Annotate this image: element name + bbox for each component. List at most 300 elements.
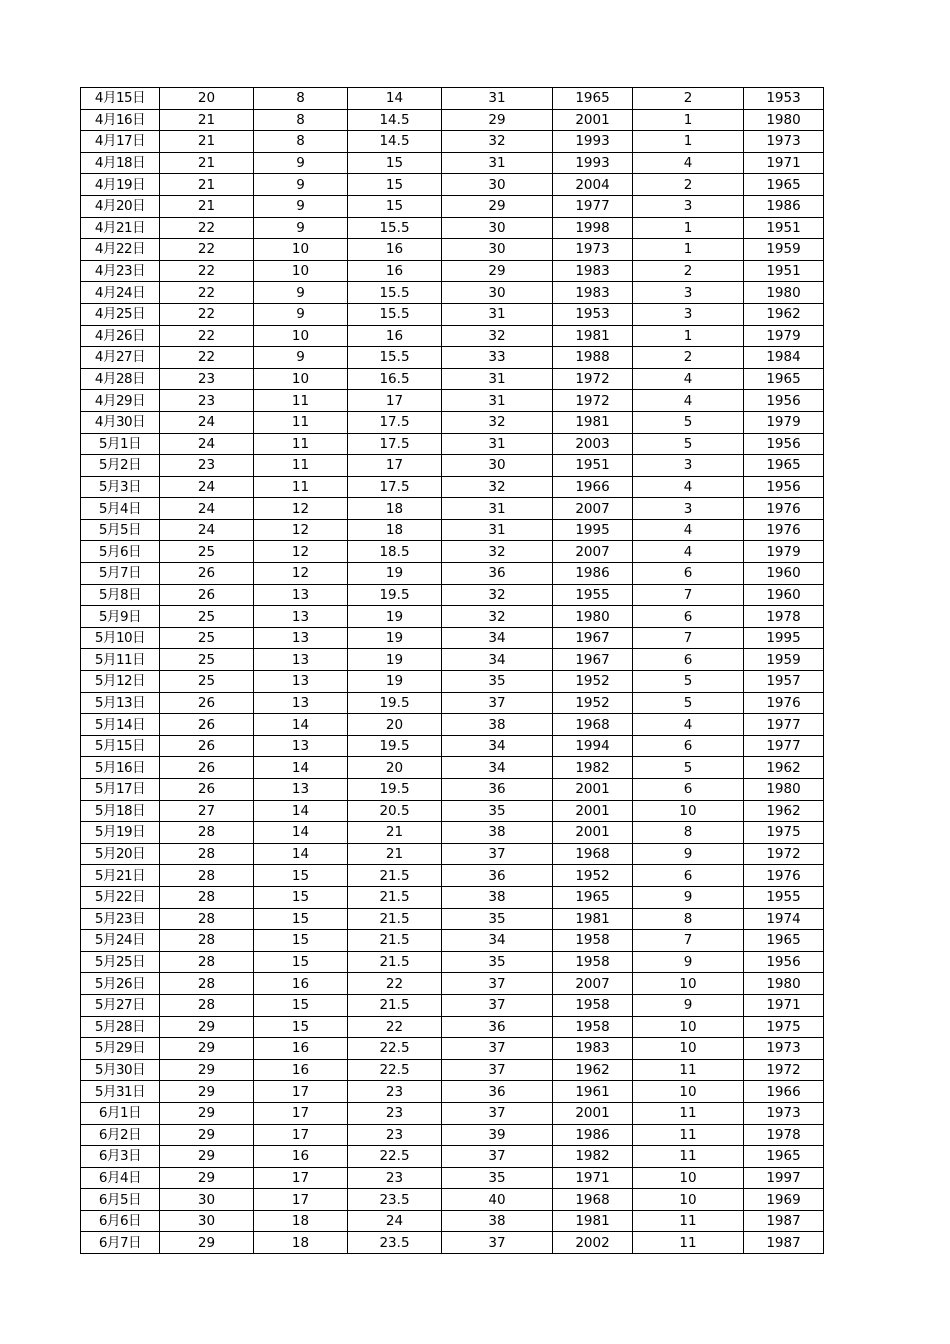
col2-cell: 29 xyxy=(160,1038,254,1060)
col8-cell: 1965 xyxy=(744,930,824,952)
date-cell: 5月5日 xyxy=(81,519,160,541)
col5-cell: 31 xyxy=(442,88,553,110)
col6-cell: 1972 xyxy=(553,390,633,412)
col5-cell: 36 xyxy=(442,1016,553,1038)
col6-cell: 1961 xyxy=(553,1081,633,1103)
col2-cell: 21 xyxy=(160,109,254,131)
col4-cell: 22.5 xyxy=(348,1146,442,1168)
col6-cell: 1962 xyxy=(553,1059,633,1081)
col8-cell: 1978 xyxy=(744,606,824,628)
col6-cell: 1953 xyxy=(553,303,633,325)
col7-cell: 4 xyxy=(633,541,744,563)
date-cell: 6月4日 xyxy=(81,1167,160,1189)
col2-cell: 28 xyxy=(160,951,254,973)
table-row xyxy=(81,195,824,217)
col6-cell: 1968 xyxy=(553,714,633,736)
table-row xyxy=(81,433,824,455)
table-row xyxy=(81,1059,824,1081)
col5-cell: 40 xyxy=(442,1189,553,1211)
date-cell: 4月15日 xyxy=(81,88,160,110)
table-row xyxy=(81,1102,824,1124)
col7-cell: 5 xyxy=(633,692,744,714)
col6-cell: 1981 xyxy=(553,411,633,433)
col7-cell: 3 xyxy=(633,498,744,520)
col2-cell: 21 xyxy=(160,174,254,196)
col3-cell: 13 xyxy=(254,606,348,628)
col8-cell: 1987 xyxy=(744,1232,824,1254)
date-cell: 5月1日 xyxy=(81,433,160,455)
col4-cell: 21 xyxy=(348,822,442,844)
col5-cell: 37 xyxy=(442,1102,553,1124)
col7-cell: 10 xyxy=(633,973,744,995)
col4-cell: 21.5 xyxy=(348,930,442,952)
col3-cell: 15 xyxy=(254,865,348,887)
col8-cell: 1953 xyxy=(744,88,824,110)
col8-cell: 1979 xyxy=(744,541,824,563)
col2-cell: 29 xyxy=(160,1102,254,1124)
date-cell: 5月6日 xyxy=(81,541,160,563)
col2-cell: 29 xyxy=(160,1016,254,1038)
col4-cell: 15 xyxy=(348,195,442,217)
col7-cell: 11 xyxy=(633,1124,744,1146)
col6-cell: 2002 xyxy=(553,1232,633,1254)
date-cell: 5月3日 xyxy=(81,476,160,498)
col5-cell: 37 xyxy=(442,692,553,714)
col4-cell: 17.5 xyxy=(348,476,442,498)
col2-cell: 25 xyxy=(160,606,254,628)
col3-cell: 12 xyxy=(254,563,348,585)
col7-cell: 6 xyxy=(633,735,744,757)
table-row xyxy=(81,951,824,973)
col3-cell: 13 xyxy=(254,779,348,801)
col4-cell: 15.5 xyxy=(348,303,442,325)
col6-cell: 1981 xyxy=(553,325,633,347)
col5-cell: 35 xyxy=(442,671,553,693)
col5-cell: 31 xyxy=(442,433,553,455)
col3-cell: 10 xyxy=(254,325,348,347)
date-cell: 6月6日 xyxy=(81,1210,160,1232)
col6-cell: 2001 xyxy=(553,800,633,822)
col4-cell: 22 xyxy=(348,1016,442,1038)
col5-cell: 32 xyxy=(442,476,553,498)
col6-cell: 1967 xyxy=(553,627,633,649)
col3-cell: 17 xyxy=(254,1167,348,1189)
col7-cell: 3 xyxy=(633,455,744,477)
col8-cell: 1977 xyxy=(744,714,824,736)
col4-cell: 18.5 xyxy=(348,541,442,563)
col2-cell: 28 xyxy=(160,886,254,908)
col4-cell: 16 xyxy=(348,239,442,261)
col5-cell: 34 xyxy=(442,649,553,671)
col3-cell: 14 xyxy=(254,757,348,779)
col2-cell: 24 xyxy=(160,476,254,498)
col5-cell: 37 xyxy=(442,1059,553,1081)
col4-cell: 22.5 xyxy=(348,1038,442,1060)
table-row xyxy=(81,779,824,801)
col6-cell: 1986 xyxy=(553,563,633,585)
col4-cell: 19 xyxy=(348,563,442,585)
col4-cell: 17 xyxy=(348,390,442,412)
col5-cell: 31 xyxy=(442,390,553,412)
table-row xyxy=(81,1016,824,1038)
col7-cell: 6 xyxy=(633,606,744,628)
col8-cell: 1955 xyxy=(744,886,824,908)
col5-cell: 30 xyxy=(442,174,553,196)
col4-cell: 23.5 xyxy=(348,1189,442,1211)
col3-cell: 8 xyxy=(254,131,348,153)
col6-cell: 2003 xyxy=(553,433,633,455)
col5-cell: 38 xyxy=(442,1210,553,1232)
col8-cell: 1987 xyxy=(744,1210,824,1232)
col2-cell: 23 xyxy=(160,455,254,477)
col8-cell: 1972 xyxy=(744,843,824,865)
col6-cell: 1952 xyxy=(553,865,633,887)
col6-cell: 2001 xyxy=(553,1102,633,1124)
table-row xyxy=(81,1232,824,1254)
table-row xyxy=(81,498,824,520)
col2-cell: 28 xyxy=(160,973,254,995)
col5-cell: 38 xyxy=(442,714,553,736)
date-cell: 5月4日 xyxy=(81,498,160,520)
col2-cell: 22 xyxy=(160,260,254,282)
col7-cell: 7 xyxy=(633,627,744,649)
col5-cell: 30 xyxy=(442,217,553,239)
col5-cell: 31 xyxy=(442,519,553,541)
col7-cell: 10 xyxy=(633,800,744,822)
col4-cell: 21 xyxy=(348,843,442,865)
col2-cell: 29 xyxy=(160,1124,254,1146)
col6-cell: 1993 xyxy=(553,152,633,174)
table-row xyxy=(81,1124,824,1146)
col7-cell: 4 xyxy=(633,390,744,412)
col3-cell: 16 xyxy=(254,1038,348,1060)
col8-cell: 1973 xyxy=(744,131,824,153)
col4-cell: 19 xyxy=(348,627,442,649)
date-cell: 5月11日 xyxy=(81,649,160,671)
col2-cell: 21 xyxy=(160,195,254,217)
col8-cell: 1965 xyxy=(744,174,824,196)
col4-cell: 23 xyxy=(348,1124,442,1146)
col7-cell: 4 xyxy=(633,476,744,498)
col5-cell: 37 xyxy=(442,973,553,995)
col8-cell: 1962 xyxy=(744,757,824,779)
col7-cell: 1 xyxy=(633,131,744,153)
col8-cell: 1980 xyxy=(744,109,824,131)
col4-cell: 20.5 xyxy=(348,800,442,822)
col7-cell: 4 xyxy=(633,152,744,174)
col2-cell: 24 xyxy=(160,411,254,433)
col4-cell: 17 xyxy=(348,455,442,477)
col2-cell: 26 xyxy=(160,757,254,779)
col3-cell: 16 xyxy=(254,973,348,995)
date-cell: 5月8日 xyxy=(81,584,160,606)
col5-cell: 35 xyxy=(442,908,553,930)
col4-cell: 21.5 xyxy=(348,951,442,973)
table-row xyxy=(81,131,824,153)
col8-cell: 1976 xyxy=(744,498,824,520)
col3-cell: 18 xyxy=(254,1232,348,1254)
date-cell: 5月22日 xyxy=(81,886,160,908)
col5-cell: 37 xyxy=(442,1232,553,1254)
col7-cell: 7 xyxy=(633,930,744,952)
col8-cell: 1956 xyxy=(744,476,824,498)
col2-cell: 29 xyxy=(160,1081,254,1103)
col5-cell: 31 xyxy=(442,303,553,325)
col7-cell: 6 xyxy=(633,779,744,801)
date-cell: 5月14日 xyxy=(81,714,160,736)
table-row xyxy=(81,1210,824,1232)
table-row xyxy=(81,541,824,563)
col2-cell: 26 xyxy=(160,692,254,714)
table-row xyxy=(81,303,824,325)
col8-cell: 1976 xyxy=(744,865,824,887)
table-row xyxy=(81,606,824,628)
table-row xyxy=(81,152,824,174)
col4-cell: 19 xyxy=(348,649,442,671)
col8-cell: 1975 xyxy=(744,1016,824,1038)
col4-cell: 14 xyxy=(348,88,442,110)
col3-cell: 13 xyxy=(254,584,348,606)
date-cell: 5月7日 xyxy=(81,563,160,585)
col6-cell: 2004 xyxy=(553,174,633,196)
col3-cell: 11 xyxy=(254,411,348,433)
col7-cell: 7 xyxy=(633,584,744,606)
col7-cell: 1 xyxy=(633,109,744,131)
col2-cell: 22 xyxy=(160,325,254,347)
table-row xyxy=(81,1081,824,1103)
date-cell: 5月24日 xyxy=(81,930,160,952)
col2-cell: 25 xyxy=(160,671,254,693)
col8-cell: 1995 xyxy=(744,627,824,649)
col4-cell: 16 xyxy=(348,260,442,282)
col4-cell: 23 xyxy=(348,1102,442,1124)
col6-cell: 1972 xyxy=(553,368,633,390)
col8-cell: 1956 xyxy=(744,951,824,973)
col8-cell: 1972 xyxy=(744,1059,824,1081)
col8-cell: 1973 xyxy=(744,1038,824,1060)
table-row xyxy=(81,325,824,347)
col5-cell: 34 xyxy=(442,757,553,779)
col7-cell: 11 xyxy=(633,1210,744,1232)
col6-cell: 1952 xyxy=(553,692,633,714)
col5-cell: 29 xyxy=(442,260,553,282)
col7-cell: 10 xyxy=(633,1167,744,1189)
col5-cell: 35 xyxy=(442,800,553,822)
col6-cell: 1967 xyxy=(553,649,633,671)
col8-cell: 1973 xyxy=(744,1102,824,1124)
col5-cell: 32 xyxy=(442,584,553,606)
col6-cell: 1958 xyxy=(553,951,633,973)
col5-cell: 29 xyxy=(442,195,553,217)
col4-cell: 23.5 xyxy=(348,1232,442,1254)
col5-cell: 32 xyxy=(442,325,553,347)
col5-cell: 31 xyxy=(442,368,553,390)
col4-cell: 21.5 xyxy=(348,994,442,1016)
col3-cell: 10 xyxy=(254,239,348,261)
col3-cell: 11 xyxy=(254,476,348,498)
col2-cell: 29 xyxy=(160,1167,254,1189)
date-cell: 4月25日 xyxy=(81,303,160,325)
col3-cell: 14 xyxy=(254,800,348,822)
col3-cell: 9 xyxy=(254,303,348,325)
col3-cell: 12 xyxy=(254,541,348,563)
col7-cell: 2 xyxy=(633,174,744,196)
table-row xyxy=(81,714,824,736)
col7-cell: 10 xyxy=(633,1038,744,1060)
col3-cell: 9 xyxy=(254,217,348,239)
col8-cell: 1966 xyxy=(744,1081,824,1103)
date-cell: 4月17日 xyxy=(81,131,160,153)
date-cell: 4月18日 xyxy=(81,152,160,174)
table-row xyxy=(81,1189,824,1211)
col4-cell: 19.5 xyxy=(348,692,442,714)
col6-cell: 1988 xyxy=(553,347,633,369)
col7-cell: 2 xyxy=(633,347,744,369)
col3-cell: 15 xyxy=(254,994,348,1016)
col5-cell: 36 xyxy=(442,779,553,801)
col6-cell: 2001 xyxy=(553,779,633,801)
col5-cell: 37 xyxy=(442,1038,553,1060)
col4-cell: 14.5 xyxy=(348,131,442,153)
col3-cell: 11 xyxy=(254,455,348,477)
col4-cell: 24 xyxy=(348,1210,442,1232)
table-row xyxy=(81,692,824,714)
col5-cell: 32 xyxy=(442,606,553,628)
col4-cell: 17.5 xyxy=(348,411,442,433)
col2-cell: 24 xyxy=(160,519,254,541)
col7-cell: 11 xyxy=(633,1102,744,1124)
col2-cell: 24 xyxy=(160,498,254,520)
col6-cell: 1993 xyxy=(553,131,633,153)
col2-cell: 28 xyxy=(160,822,254,844)
col5-cell: 30 xyxy=(442,455,553,477)
col2-cell: 28 xyxy=(160,930,254,952)
col8-cell: 1965 xyxy=(744,455,824,477)
col2-cell: 29 xyxy=(160,1059,254,1081)
date-cell: 4月23日 xyxy=(81,260,160,282)
col6-cell: 1966 xyxy=(553,476,633,498)
date-cell: 4月21日 xyxy=(81,217,160,239)
col6-cell: 1955 xyxy=(553,584,633,606)
col2-cell: 23 xyxy=(160,368,254,390)
date-cell: 5月18日 xyxy=(81,800,160,822)
table-row xyxy=(81,800,824,822)
col7-cell: 10 xyxy=(633,1016,744,1038)
col7-cell: 9 xyxy=(633,886,744,908)
col3-cell: 9 xyxy=(254,174,348,196)
date-cell: 4月16日 xyxy=(81,109,160,131)
col8-cell: 1965 xyxy=(744,368,824,390)
col7-cell: 6 xyxy=(633,865,744,887)
col8-cell: 1979 xyxy=(744,325,824,347)
table-row xyxy=(81,239,824,261)
date-cell: 5月28日 xyxy=(81,1016,160,1038)
col2-cell: 22 xyxy=(160,347,254,369)
col4-cell: 19.5 xyxy=(348,735,442,757)
table-row xyxy=(81,584,824,606)
col4-cell: 22.5 xyxy=(348,1059,442,1081)
table-row xyxy=(81,671,824,693)
date-cell: 5月25日 xyxy=(81,951,160,973)
date-cell: 4月27日 xyxy=(81,347,160,369)
col6-cell: 2001 xyxy=(553,822,633,844)
col3-cell: 11 xyxy=(254,433,348,455)
col3-cell: 16 xyxy=(254,1146,348,1168)
table-row xyxy=(81,217,824,239)
col8-cell: 1965 xyxy=(744,1146,824,1168)
col4-cell: 23 xyxy=(348,1167,442,1189)
col6-cell: 1980 xyxy=(553,606,633,628)
date-cell: 5月27日 xyxy=(81,994,160,1016)
table-row xyxy=(81,930,824,952)
col7-cell: 4 xyxy=(633,714,744,736)
col6-cell: 1981 xyxy=(553,908,633,930)
col3-cell: 15 xyxy=(254,930,348,952)
col5-cell: 36 xyxy=(442,1081,553,1103)
col3-cell: 17 xyxy=(254,1081,348,1103)
col5-cell: 37 xyxy=(442,994,553,1016)
col3-cell: 15 xyxy=(254,1016,348,1038)
col3-cell: 11 xyxy=(254,390,348,412)
col8-cell: 1980 xyxy=(744,282,824,304)
col5-cell: 30 xyxy=(442,282,553,304)
col3-cell: 15 xyxy=(254,951,348,973)
table-row xyxy=(81,260,824,282)
table-row xyxy=(81,1038,824,1060)
col8-cell: 1978 xyxy=(744,1124,824,1146)
col7-cell: 8 xyxy=(633,822,744,844)
col8-cell: 1976 xyxy=(744,519,824,541)
col6-cell: 2007 xyxy=(553,498,633,520)
col7-cell: 4 xyxy=(633,368,744,390)
col5-cell: 38 xyxy=(442,822,553,844)
col5-cell: 37 xyxy=(442,1146,553,1168)
col2-cell: 22 xyxy=(160,217,254,239)
col4-cell: 20 xyxy=(348,714,442,736)
date-cell: 5月19日 xyxy=(81,822,160,844)
col8-cell: 1980 xyxy=(744,973,824,995)
col2-cell: 25 xyxy=(160,541,254,563)
col6-cell: 1995 xyxy=(553,519,633,541)
col6-cell: 1958 xyxy=(553,994,633,1016)
col3-cell: 18 xyxy=(254,1210,348,1232)
table-row xyxy=(81,368,824,390)
col6-cell: 1986 xyxy=(553,1124,633,1146)
col5-cell: 33 xyxy=(442,347,553,369)
col4-cell: 18 xyxy=(348,498,442,520)
col7-cell: 10 xyxy=(633,1189,744,1211)
col6-cell: 1958 xyxy=(553,930,633,952)
date-cell: 4月22日 xyxy=(81,239,160,261)
col8-cell: 1960 xyxy=(744,563,824,585)
col8-cell: 1974 xyxy=(744,908,824,930)
col6-cell: 1973 xyxy=(553,239,633,261)
col6-cell: 2007 xyxy=(553,973,633,995)
col3-cell: 12 xyxy=(254,519,348,541)
col5-cell: 35 xyxy=(442,951,553,973)
col6-cell: 1983 xyxy=(553,282,633,304)
col4-cell: 19.5 xyxy=(348,584,442,606)
col7-cell: 2 xyxy=(633,260,744,282)
col5-cell: 34 xyxy=(442,735,553,757)
col3-cell: 14 xyxy=(254,843,348,865)
table-row xyxy=(81,649,824,671)
col8-cell: 1997 xyxy=(744,1167,824,1189)
col6-cell: 1968 xyxy=(553,843,633,865)
date-cell: 4月24日 xyxy=(81,282,160,304)
col4-cell: 19 xyxy=(348,606,442,628)
col2-cell: 26 xyxy=(160,735,254,757)
